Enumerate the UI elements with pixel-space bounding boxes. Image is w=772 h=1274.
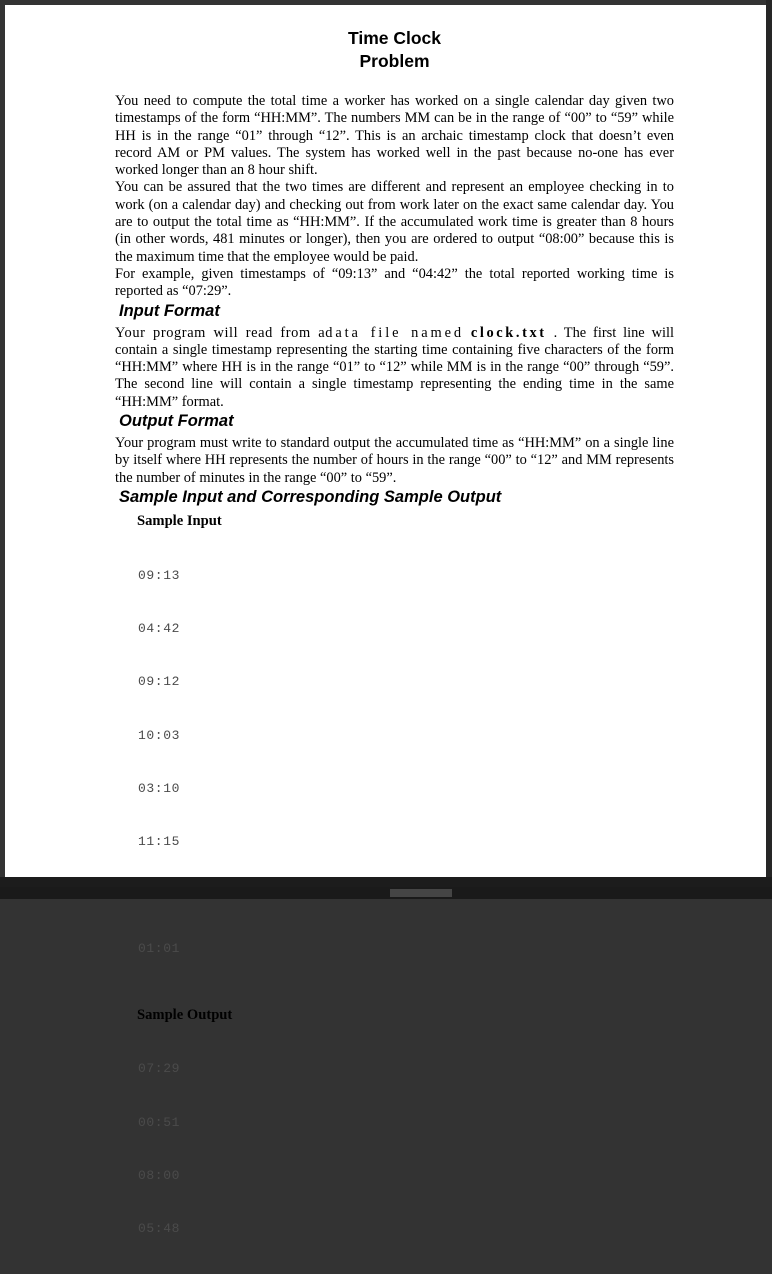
paragraph-assurance: You can be assured that the two times are different and represent an employee checking in to work (on a calendar day) and checking out from work later on the exact same calendar day. You are to output the total time as “HH:MM”. If the accumulated work time is greater than 8 hours (in other words, 481 minutes or longer), then you are ordered to output “08:00” because this is the maximum time that the employee would be paid. [115,179,674,265]
input-filename: clock.txt [470,324,547,341]
sample-output-label: Sample Output [137,1006,233,1023]
heading-samples: Sample Input and Corresponding Sample Output [119,487,502,506]
list-item: 05:48 [138,1221,181,1237]
list-item: 00:51 [138,1114,181,1130]
list-item: 09:13 [138,567,181,583]
viewer-left-edge [0,0,5,899]
sample-input-lines [137,531,674,994]
sample-input-label: Sample Input [137,512,222,529]
paragraph-input-format [115,325,674,411]
viewer-top-edge [0,0,772,5]
heading-output-format: Output Format [119,412,234,431]
page-title [115,27,674,73]
title-line-2: Problem [359,51,430,71]
document-page [5,5,766,1237]
input-format-text-part3: . The first line will contain a single timestamp representing the starting time containing five characters of the form “HH:MM” where HH is in the range “01” to “12” while MM is in the range “00” through “59”. The second line will contain a single timestamp representing the ending time in the same “HH:MM” format. [115,324,674,410]
viewer-bottom-edge [0,877,772,887]
paragraph-example: For example, given timestamps of “09:13” and “04:42” the total reported working time is reported as “07:29”. [115,265,674,300]
horizontal-scrollbar[interactable] [0,887,772,899]
list-item: 03:10 [138,781,181,797]
list-item: 04:42 [138,620,181,636]
list-item: 07:29 [138,1061,181,1077]
input-format-text-part1: Your program will read from a [115,324,326,341]
page-content [5,5,766,1274]
paragraph-overview: You need to compute the total time a worker has worked on a single calendar day given two timestamps of the form “HH:MM”. The numbers MM can be in the range of “00” to “59” while HH is in the range “01” through “12”. This is an archaic timestamp clock that doesn’t even record AM or PM values. The system has worked well in the past because no-one has ever worked longer than an 8 hour shift. [115,93,674,179]
paragraph-output-format: Your program must write to standard output the accumulated time as “HH:MM” on a single line by itself where HH represents the number of hours in the range “00” to “12” and MM represents the number of minutes in the range “00” to “59”. [115,435,674,486]
title-line-1: Time Clock [347,28,442,48]
sample-output-lines [137,1025,674,1274]
input-format-text-part2: data file named [325,324,465,341]
horizontal-scrollbar-thumb[interactable] [390,889,452,897]
viewer-right-edge [766,0,772,899]
list-item: 10:03 [138,727,181,743]
list-item: 01:01 [138,941,181,957]
list-item: 11:15 [138,834,181,850]
list-item: 09:12 [138,674,181,690]
heading-input-format: Input Format [119,301,220,320]
list-item: 08:00 [138,1168,181,1184]
